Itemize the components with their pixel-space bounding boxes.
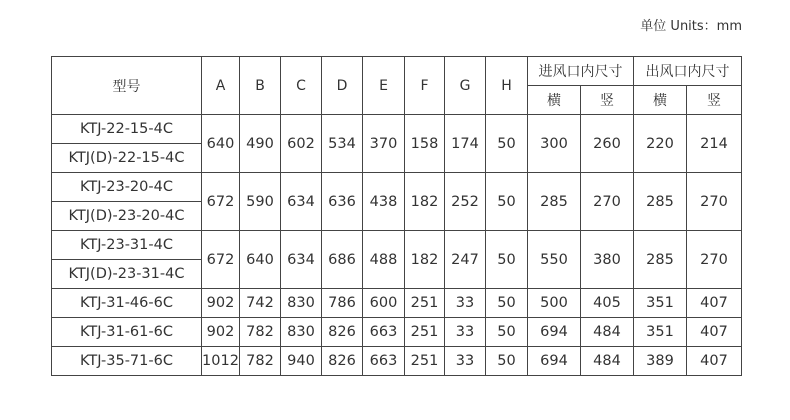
column-header: B — [240, 57, 281, 115]
inlet-vertical-header: 竖 — [581, 86, 634, 115]
outlet-horizontal-header: 横 — [634, 86, 687, 115]
value-cell: 407 — [687, 347, 742, 376]
value-cell: 214 — [687, 115, 742, 173]
value-cell: 351 — [634, 289, 687, 318]
value-cell: 590 — [240, 173, 281, 231]
column-header: A — [202, 57, 240, 115]
table-row — [52, 289, 742, 318]
column-header: E — [363, 57, 405, 115]
value-cell: 484 — [581, 318, 634, 347]
model-cell: KTJ(D)-23-31-4C — [52, 260, 202, 289]
value-cell: 634 — [281, 173, 322, 231]
value-cell: 640 — [202, 115, 240, 173]
value-cell: 407 — [687, 318, 742, 347]
value-cell: 251 — [405, 347, 445, 376]
value-cell: 830 — [281, 289, 322, 318]
table-row — [52, 347, 742, 376]
value-cell: 389 — [634, 347, 687, 376]
value-cell: 694 — [528, 318, 581, 347]
value-cell: 405 — [581, 289, 634, 318]
value-cell: 300 — [528, 115, 581, 173]
value-cell: 50 — [486, 318, 528, 347]
column-header: G — [445, 57, 486, 115]
model-cell: KTJ-31-61-6C — [52, 318, 202, 347]
inlet-horizontal-header: 横 — [528, 86, 581, 115]
value-cell: 50 — [486, 347, 528, 376]
value-cell: 251 — [405, 318, 445, 347]
value-cell: 33 — [445, 347, 486, 376]
value-cell: 50 — [486, 115, 528, 173]
table-row — [52, 115, 742, 144]
model-cell: KTJ-23-20-4C — [52, 173, 202, 202]
value-cell: 782 — [240, 318, 281, 347]
value-cell: 550 — [528, 231, 581, 289]
value-cell: 940 — [281, 347, 322, 376]
value-cell: 50 — [486, 231, 528, 289]
value-cell: 247 — [445, 231, 486, 289]
value-cell: 174 — [445, 115, 486, 173]
model-header: 型号 — [52, 57, 202, 115]
value-cell: 407 — [687, 289, 742, 318]
model-cell: KTJ-22-15-4C — [52, 115, 202, 144]
model-cell: KTJ-23-31-4C — [52, 231, 202, 260]
column-header: C — [281, 57, 322, 115]
value-cell: 251 — [405, 289, 445, 318]
inlet-header: 进风口内尺寸 — [528, 57, 634, 86]
value-cell: 634 — [281, 231, 322, 289]
value-cell: 663 — [363, 318, 405, 347]
column-header: F — [405, 57, 445, 115]
value-cell: 438 — [363, 173, 405, 231]
outlet-vertical-header: 竖 — [687, 86, 742, 115]
value-cell: 33 — [445, 318, 486, 347]
unit-label: 单位 Units：mm — [640, 19, 742, 34]
value-cell: 33 — [445, 289, 486, 318]
value-cell: 742 — [240, 289, 281, 318]
value-cell: 636 — [322, 173, 363, 231]
value-cell: 826 — [322, 347, 363, 376]
table-header — [52, 57, 742, 115]
value-cell: 270 — [687, 173, 742, 231]
value-cell: 490 — [240, 115, 281, 173]
value-cell: 686 — [322, 231, 363, 289]
value-cell: 182 — [405, 173, 445, 231]
value-cell: 484 — [581, 347, 634, 376]
value-cell: 782 — [240, 347, 281, 376]
value-cell: 260 — [581, 115, 634, 173]
value-cell: 182 — [405, 231, 445, 289]
outlet-header: 出风口内尺寸 — [634, 57, 742, 86]
model-cell: KTJ(D)-22-15-4C — [52, 144, 202, 173]
value-cell: 285 — [634, 173, 687, 231]
value-cell: 672 — [202, 173, 240, 231]
value-cell: 488 — [363, 231, 405, 289]
value-cell: 351 — [634, 318, 687, 347]
value-cell: 370 — [363, 115, 405, 173]
table-row — [52, 173, 742, 202]
value-cell: 600 — [363, 289, 405, 318]
value-cell: 1012 — [202, 347, 240, 376]
value-cell: 902 — [202, 289, 240, 318]
value-cell: 672 — [202, 231, 240, 289]
value-cell: 826 — [322, 318, 363, 347]
table-row — [52, 231, 742, 260]
table-body — [52, 115, 742, 376]
value-cell: 50 — [486, 289, 528, 318]
value-cell: 270 — [687, 231, 742, 289]
value-cell: 270 — [581, 173, 634, 231]
model-cell: KTJ-35-71-6C — [52, 347, 202, 376]
value-cell: 534 — [322, 115, 363, 173]
value-cell: 285 — [634, 231, 687, 289]
column-header: H — [486, 57, 528, 115]
value-cell: 663 — [363, 347, 405, 376]
model-cell: KTJ-31-46-6C — [52, 289, 202, 318]
value-cell: 500 — [528, 289, 581, 318]
model-cell: KTJ(D)-23-20-4C — [52, 202, 202, 231]
value-cell: 380 — [581, 231, 634, 289]
value-cell: 694 — [528, 347, 581, 376]
value-cell: 285 — [528, 173, 581, 231]
spec-table — [51, 56, 742, 376]
value-cell: 158 — [405, 115, 445, 173]
column-header: D — [322, 57, 363, 115]
value-cell: 786 — [322, 289, 363, 318]
value-cell: 640 — [240, 231, 281, 289]
value-cell: 50 — [486, 173, 528, 231]
value-cell: 902 — [202, 318, 240, 347]
value-cell: 220 — [634, 115, 687, 173]
value-cell: 602 — [281, 115, 322, 173]
table-row — [52, 318, 742, 347]
value-cell: 830 — [281, 318, 322, 347]
value-cell: 252 — [445, 173, 486, 231]
